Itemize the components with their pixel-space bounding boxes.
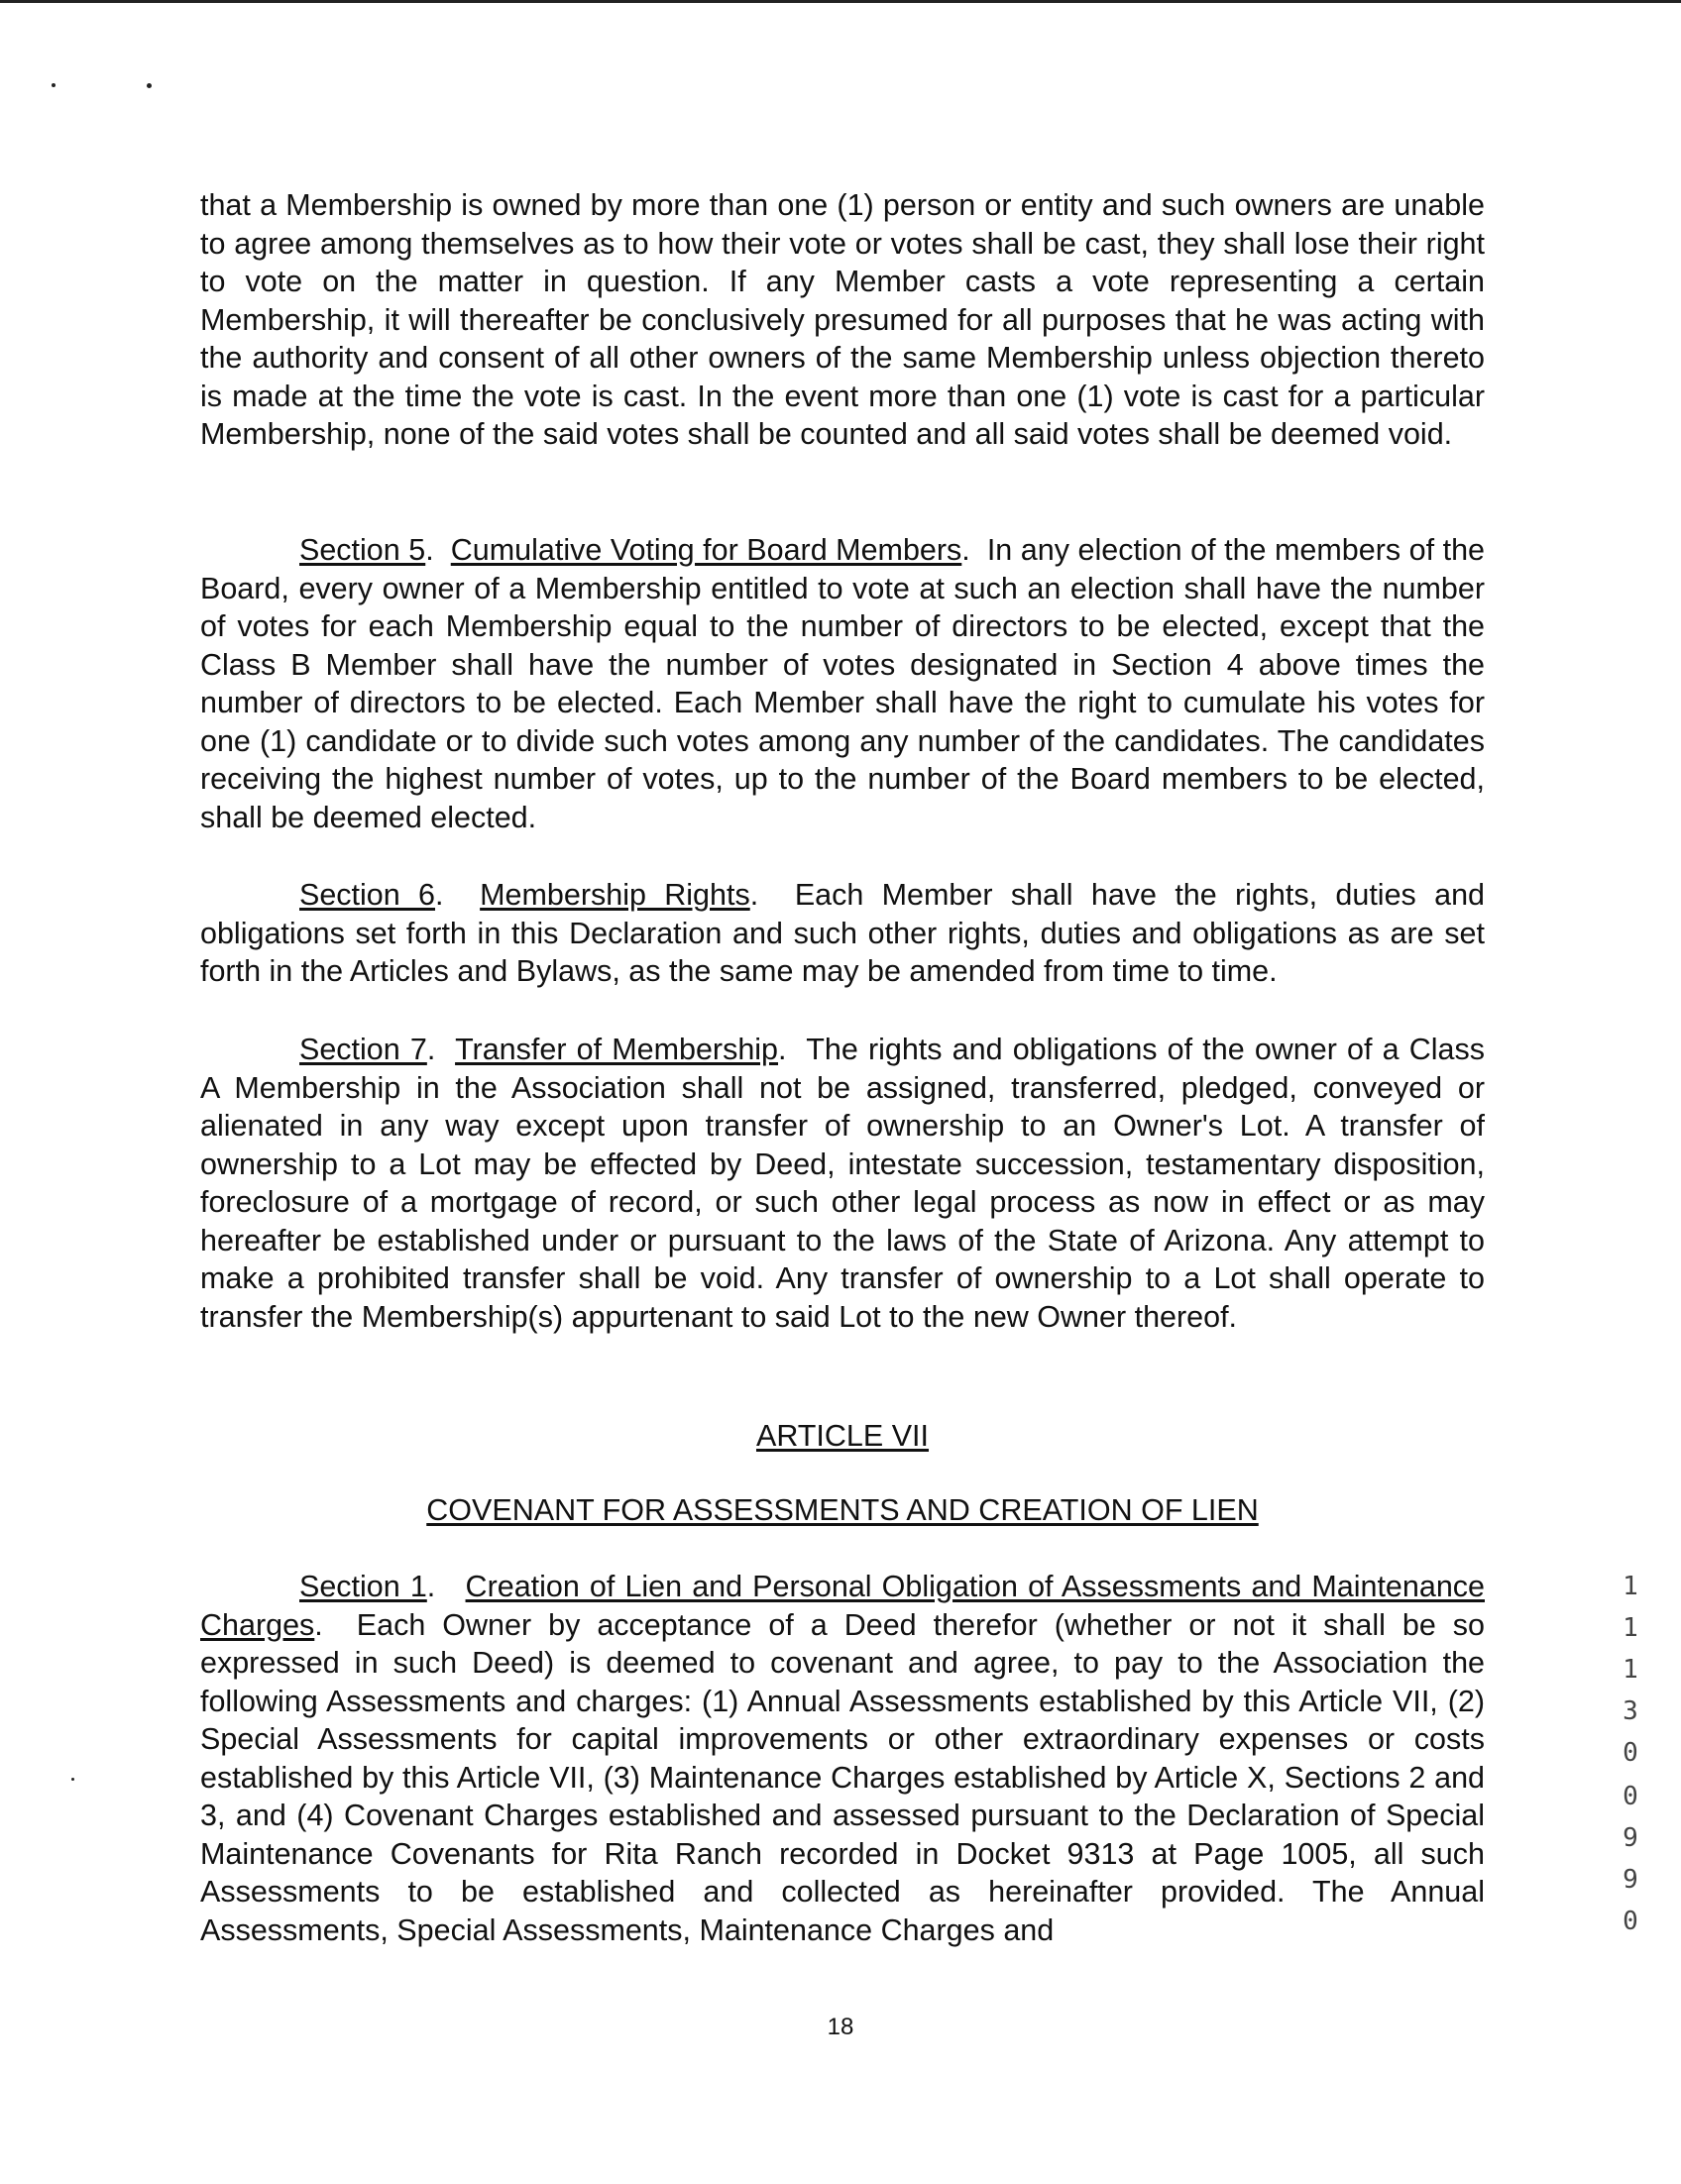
scan-speck (147, 83, 152, 88)
section-5-number: Section 5 (299, 533, 426, 567)
scan-speck (52, 83, 56, 87)
paragraph-continuation (200, 186, 1485, 454)
scan-speck (71, 1778, 74, 1781)
article-7-section-1-number: Section 1 (299, 1570, 427, 1603)
section-7-title: Transfer of Membership (455, 1033, 779, 1066)
section-5-title: Cumulative Voting for Board Members (450, 533, 962, 567)
section-6-title: Membership Rights (480, 878, 750, 912)
article-heading: ARTICLE VII (755, 1419, 930, 1453)
article-title: COVENANT FOR ASSESSMENTS AND CREATION OF LIEN (426, 1493, 1259, 1527)
section-5-paragraph: Section 5. Cumulative Voting for Board Members. In any election of the members of the Board, every owner of a Membership entitled to vote at such an election shall have the number of votes for each Membership equal to the number of directors to be elected, except that the Class B Member shall have the number of votes designated in Section 4 above times the number of directors to be elected. Each Member shall have the right to cumulate his votes for one (1) candidate or to divide such votes among any number of the candidates. The candidates receiving the highest number of votes, up to the number of the Board members to be elected, shall be deemed elected. (200, 533, 1486, 834)
section-6-number: Section 6 (299, 878, 436, 912)
article-7-section-1-paragraph: Section 1. Creation of Lien and Personal Obligation of Assessments and Maintenance Charges. Each Owner by acceptance of a Deed therefor (whether or not it shall be so expressed in such Deed) is deemed to covenant and agree, to pay to the Association the following Assessments and charges: (1) Annual Assessments established by this Article VII, (2) Special Assessments for capital improvements or other extraordinary expenses or costs established by this Article VII, (3) Maintenance Charges established by Article X, Sections 2 and 3, and (4) Covenant Charges established and assessed pursuant to the Declaration of Special Maintenance Covenants for Rita Ranch recorded in Docket 9313 at Page 1005, all such Assessments to be established and collected as hereinafter provided. The Annual Assessments, Special Assessments, Maintenance Charges and (200, 1570, 1486, 1947)
docket-stamp: 11130 (1623, 1572, 1638, 1768)
article-7-section-1-body: Each Owner by acceptance of a Deed therefor (whether or not it shall be so expressed in such Deed) is deemed to covenant and agree, to pay to the Association the following Assessments and charges: (1) Annual Assessments established by this Article VII, (2) Special Assessments for capital improvements or other extraordinary expenses or costs established by this Article VII, (3) Maintenance Charges established by Article X, Sections 2 and 3, and (4) Covenant Charges established and assessed pursuant to the Declaration of Special Maintenance Covenants for Rita Ranch recorded in Docket 9313 at Page 1005, all such Assessments to be established and collected as hereinafter provided. The Annual Assessments, Special Assessments, Maintenance Charges and (200, 1607, 1486, 1947)
page-stamp: 0990 (1623, 1782, 1638, 1936)
paragraph-continuation-text: that a Membership is owned by more than one (1) person or entity and such owners are unable to agree among themselves as to how their vote or votes shall be cast, they shall lose their right to vote on the matter in question. If any Member casts a vote representing a certain Membership, it will thereafter be conclusively presumed for all purposes that he was acting with the authority and consent of all other owners of the same Membership unless objection thereto is made at the time the vote is cast. In the event more than one (1) vote is cast for a particular Membership, none of the said votes shall be counted and all said votes shall be deemed void. (200, 188, 1485, 451)
article-7-section-1-title: Creation of Lien and Personal Obligation of Assessments and Maintenance Charges (200, 1570, 1485, 1642)
section-7-number: Section 7 (299, 1033, 427, 1066)
section-6-paragraph: Section 6. Membership Rights. Each Member shall have the rights, duties and obligations set forth in this Declaration and such other rights, duties and obligations as are set forth in the Articles and Bylaws, as the same may be amended from time to time. (200, 878, 1485, 988)
section-7-body: The rights and obligations of the owner of a Class A Membership in the Association shall not be assigned, transferred, pledged, conveyed or alienated in any way except upon transfer of ownership to an Owner's Lot. A transfer of ownership to a Lot may be effected by Deed, intestate succession, testamentary disposition, foreclosure of a mortgage of record, or such other legal process as now in effect or as may hereafter be established under or pursuant to the laws of the State of Arizona. Any attempt to make a prohibited transfer shall be void. Any transfer of ownership to a Lot shall operate to transfer the Membership(s) appurtenant to said Lot to the new Owner thereof. (200, 1033, 1485, 1334)
scan-top-edge (0, 0, 1681, 3)
section-6-body: Each Member shall have the rights, duties and obligations set forth in this Declaration and such other rights, duties and obligations as are set forth in the Articles and Bylaws, as the same may be amended from time to time. (200, 878, 1485, 988)
section-5-body: In any election of the members of the Board, every owner of a Membership entitled to vote at such an election shall have the number of votes for each Membership equal to the number of directors to be elected, except that the Class B Member shall have the number of votes designated in Section 4 above times the number of directors to be elected. Each Member shall have the right to cumulate his votes for one (1) candidate or to divide such votes among any number of the candidates. The candidates receiving the highest number of votes, up to the number of the Board members to be elected, shall be deemed elected. (200, 533, 1486, 834)
page-number: 18 (827, 2014, 854, 2040)
section-7-paragraph: Section 7. Transfer of Membership. The rights and obligations of the owner of a Class A Membership in the Association shall not be assigned, transferred, pledged, conveyed or alienated in any way except upon transfer of ownership to an Owner's Lot. A transfer of ownership to a Lot may be effected by Deed, intestate succession, testamentary disposition, foreclosure of a mortgage of record, or such other legal process as now in effect or as may hereafter be established under or pursuant to the laws of the State of Arizona. Any attempt to make a prohibited transfer shall be void. Any transfer of ownership to a Lot shall operate to transfer the Membership(s) appurtenant to said Lot to the new Owner thereof. (200, 1033, 1485, 1334)
